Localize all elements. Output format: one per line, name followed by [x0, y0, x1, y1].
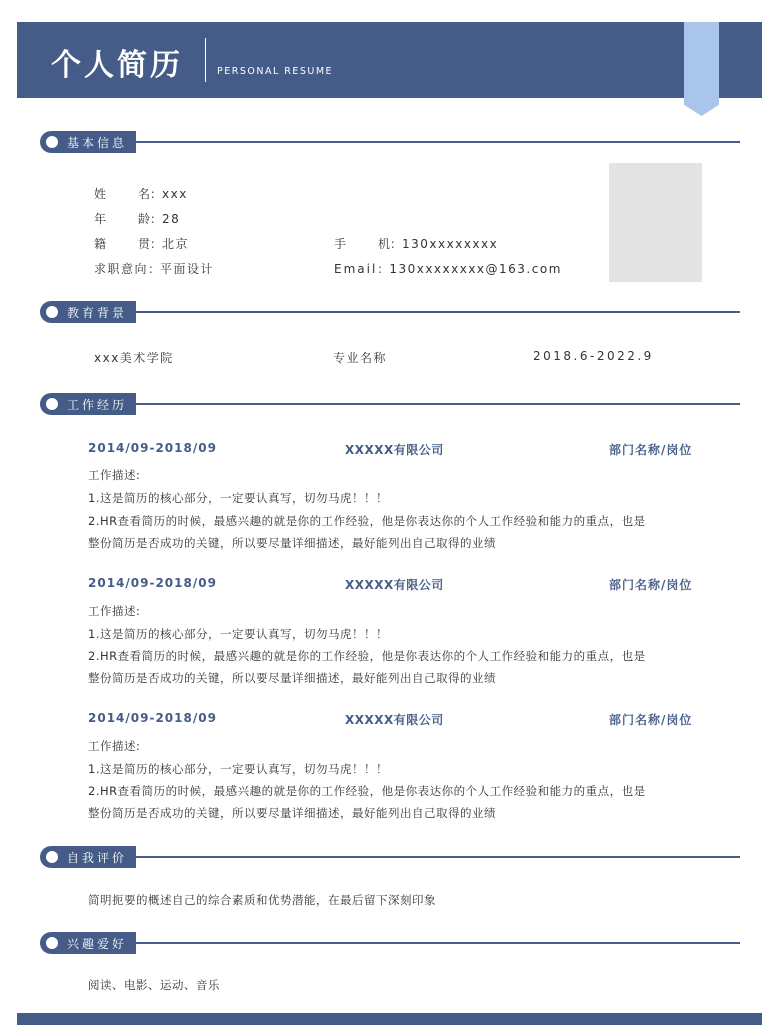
job-desc-line: 1.这是简历的核心部分，一定要认真写，切勿马虎！！！ [88, 491, 388, 505]
job-desc-line: 整份简历是否成功的关键，所以要尽量详细描述，最好能列出自己取得的业绩 [88, 671, 496, 685]
job-period: 2014/09-2018/09 [88, 711, 217, 725]
section-hobbies [40, 932, 740, 954]
section-self-evaluation [40, 846, 740, 868]
job-company: XXXXX有限公司 [345, 578, 444, 592]
age-value: 28 [162, 212, 181, 226]
origin-value: 北京 [162, 237, 190, 251]
bullet-dot-icon [46, 306, 58, 318]
phone-label: 手 机 [334, 237, 390, 251]
education-period: 2018.6-2022.9 [533, 349, 654, 363]
section-rule [136, 942, 740, 944]
job-company: XXXXX有限公司 [345, 713, 444, 727]
age-label: 年 龄 [94, 212, 150, 226]
section-rule [136, 856, 740, 858]
intent-value: 平面设计 [160, 262, 215, 276]
header-banner [17, 22, 762, 98]
footer-bar [17, 1013, 762, 1025]
job-period: 2014/09-2018/09 [88, 576, 217, 590]
job-desc-line: 2.HR查看简历的时候，最感兴趣的就是你的工作经验，他是你表达你的个人工作经验和能力的重点，也是 [88, 784, 646, 798]
self-evaluation-text: 简明扼要的概述自己的综合素质和优势潜能，在最后留下深刻印象 [88, 893, 436, 907]
phone-value: 130xxxxxxxx [402, 237, 499, 251]
bullet-dot-icon [46, 398, 58, 410]
section-rule [136, 403, 740, 405]
phone-row: 手 机 ：130xxxxxxxx [334, 237, 499, 251]
section-title: 自我评价 [67, 851, 128, 865]
section-title: 基本信息 [67, 136, 128, 150]
job-company: XXXXX有限公司 [345, 443, 444, 457]
job-desc-title: 工作描述: [88, 468, 141, 482]
origin-row: 籍 贯 ：北京 [94, 237, 190, 251]
school-name: xxx美术学院 [94, 351, 174, 365]
job-position: 部门名称/岗位 [609, 443, 693, 457]
job-position: 部门名称/岗位 [609, 713, 693, 727]
job-desc-line: 2.HR查看简历的时候，最感兴趣的就是你的工作经验，他是你表达你的个人工作经验和能力的重点，也是 [88, 514, 646, 528]
section-title: 教育背景 [67, 306, 128, 320]
job-desc-line: 整份简历是否成功的关键，所以要尽量详细描述，最好能列出自己取得的业绩 [88, 536, 496, 550]
job-position: 部门名称/岗位 [609, 578, 693, 592]
resume-title: 个人简历 [51, 48, 183, 83]
section-work [40, 393, 740, 415]
intent-label: 求职意向 [94, 262, 149, 276]
header-divider [205, 38, 206, 82]
job-desc-line: 1.这是简历的核心部分，一定要认真写，切勿马虎！！！ [88, 762, 388, 776]
name-row: 姓 名 ：xxx [94, 187, 188, 201]
job-desc-title: 工作描述: [88, 739, 141, 753]
section-rule [136, 311, 740, 313]
origin-label: 籍 贯 [94, 237, 150, 251]
section-basic-info [40, 131, 740, 153]
resume-subtitle: PERSONAL RESUME [217, 66, 334, 77]
email-value: 130xxxxxxxx@163.com [389, 262, 562, 276]
major-name: 专业名称 [333, 351, 388, 365]
section-education [40, 301, 740, 323]
age-row: 年 龄 ：28 [94, 212, 181, 226]
job-desc-line: 整份简历是否成功的关键，所以要尽量详细描述，最好能列出自己取得的业绩 [88, 806, 496, 820]
section-rule [136, 141, 740, 143]
job-desc-line: 2.HR查看简历的时候，最感兴趣的就是你的工作经验，他是你表达你的个人工作经验和能力的重点，也是 [88, 649, 646, 663]
name-label: 姓 名 [94, 187, 150, 201]
bookmark-ribbon [684, 22, 719, 116]
profile-photo-placeholder [609, 163, 702, 282]
bullet-dot-icon [46, 851, 58, 863]
bullet-dot-icon [46, 937, 58, 949]
email-row: Email：130xxxxxxxx@163.com [334, 262, 562, 276]
name-value: xxx [162, 187, 188, 201]
bullet-dot-icon [46, 136, 58, 148]
job-desc-line: 1.这是简历的核心部分，一定要认真写，切勿马虎！！！ [88, 627, 388, 641]
job-period: 2014/09-2018/09 [88, 441, 217, 455]
job-desc-title: 工作描述: [88, 604, 141, 618]
email-label: Email [334, 262, 378, 276]
hobbies-text: 阅读、电影、运动、音乐 [88, 978, 220, 992]
section-title: 兴趣爱好 [67, 937, 128, 951]
intent-row: 求职意向：平面设计 [94, 262, 215, 276]
section-title: 工作经历 [67, 398, 128, 412]
